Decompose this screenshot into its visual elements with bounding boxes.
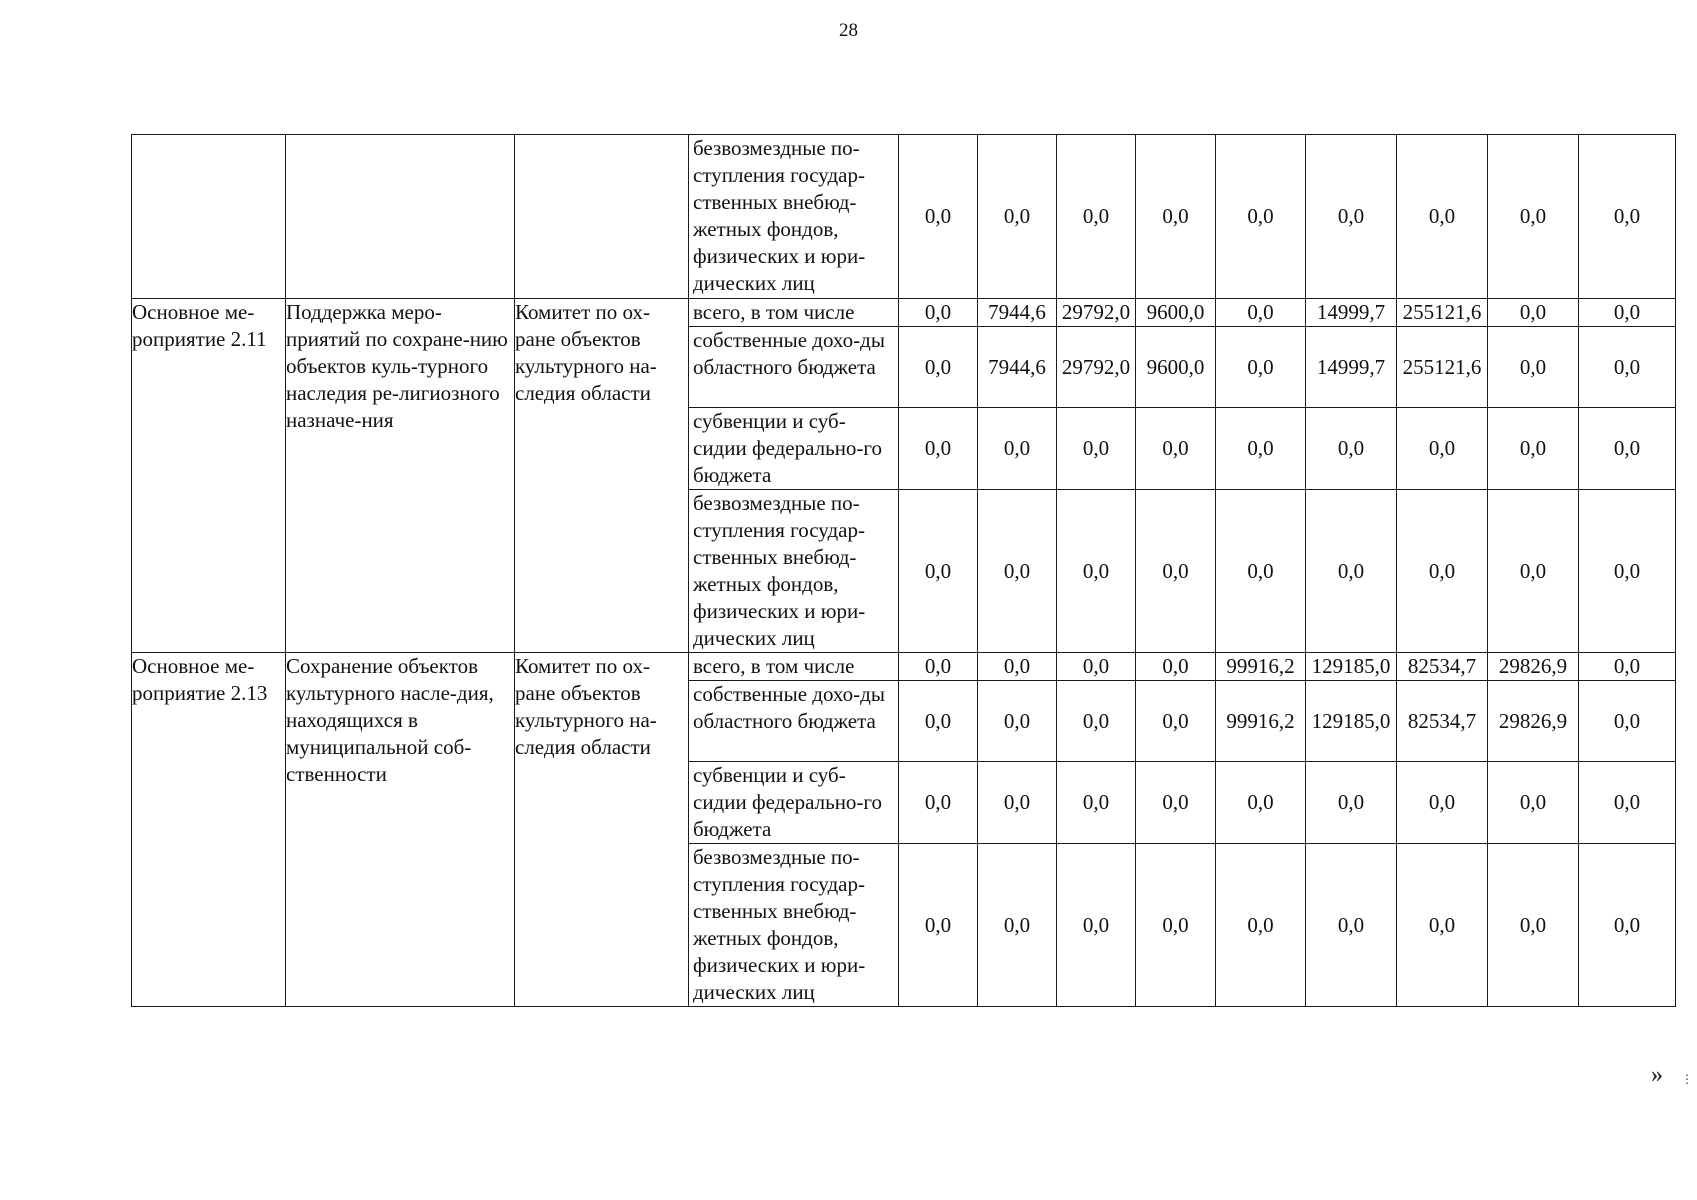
amount-cell: 0,0 bbox=[1306, 135, 1397, 299]
amount-cell: 0,0 bbox=[899, 408, 978, 490]
amount-cell: 0,0 bbox=[1579, 299, 1676, 327]
amount-cell: 0,0 bbox=[1397, 135, 1488, 299]
funding-source-cell: субвенции и суб-сидии федерально-го бюджета bbox=[689, 762, 899, 844]
funding-source-cell: собственные дохо-ды областного бюджета bbox=[689, 681, 899, 762]
executor-cell: Комитет по ох-ране объектов культурного на-следия области bbox=[515, 653, 689, 1007]
amount-cell: 0,0 bbox=[1057, 135, 1136, 299]
amount-cell: 0,0 bbox=[899, 844, 978, 1007]
amount-cell: 0,0 bbox=[978, 844, 1057, 1007]
amount-cell: 0,0 bbox=[1057, 490, 1136, 653]
amount-cell: 0,0 bbox=[1488, 408, 1579, 490]
amount-cell: 0,0 bbox=[1579, 327, 1676, 408]
amount-cell: 0,0 bbox=[1057, 681, 1136, 762]
executor-cell: Комитет по ох-ране объектов культурного на-следия области bbox=[515, 299, 689, 653]
funding-source-cell: субвенции и суб-сидии федерально-го бюджета bbox=[689, 408, 899, 490]
amount-cell: 0,0 bbox=[978, 135, 1057, 299]
amount-cell: 7944,6 bbox=[978, 299, 1057, 327]
amount-cell: 0,0 bbox=[1057, 653, 1136, 681]
amount-cell: 0,0 bbox=[1136, 681, 1216, 762]
amount-cell: 0,0 bbox=[1136, 408, 1216, 490]
amount-cell: 255121,6 bbox=[1397, 299, 1488, 327]
amount-cell: 0,0 bbox=[1216, 844, 1306, 1007]
amount-cell: 29826,9 bbox=[1488, 653, 1579, 681]
amount-cell: 0,0 bbox=[978, 762, 1057, 844]
amount-cell: 99916,2 bbox=[1216, 681, 1306, 762]
amount-cell: 0,0 bbox=[899, 653, 978, 681]
amount-cell: 0,0 bbox=[1057, 408, 1136, 490]
amount-cell: 0,0 bbox=[1216, 327, 1306, 408]
funding-source-cell: всего, в том числе bbox=[689, 299, 899, 327]
amount-cell: 14999,7 bbox=[1306, 299, 1397, 327]
event-cell: Основное ме-роприятие 2.13 bbox=[132, 653, 286, 1007]
event-name-cell: Поддержка меро-приятий по сохране-нию объектов куль-турного наследия ре-лигиозного назначе-ния bbox=[286, 299, 515, 653]
funding-source-cell: безвозмездные по-ступления государ-ственных внебюд-жетных фондов, физических и юри-дических лиц bbox=[689, 844, 899, 1007]
executor-cell bbox=[515, 135, 689, 299]
event-cell: Основное ме-роприятие 2.11 bbox=[132, 299, 286, 653]
amount-cell: 0,0 bbox=[1136, 490, 1216, 653]
amount-cell: 0,0 bbox=[899, 299, 978, 327]
funding-source-cell: безвозмездные по-ступления государ-ственных внебюд-жетных фондов, физических и юри-дических лиц bbox=[689, 490, 899, 653]
amount-cell: 0,0 bbox=[1216, 762, 1306, 844]
table-row bbox=[132, 299, 1676, 327]
amount-cell: 0,0 bbox=[1057, 762, 1136, 844]
amount-cell: 0,0 bbox=[1136, 653, 1216, 681]
funding-source-cell: собственные дохо-ды областного бюджета bbox=[689, 327, 899, 408]
amount-cell: 0,0 bbox=[899, 681, 978, 762]
amount-cell: 29792,0 bbox=[1057, 327, 1136, 408]
amount-cell: 99916,2 bbox=[1216, 653, 1306, 681]
amount-cell: 0,0 bbox=[1488, 762, 1579, 844]
amount-cell: 0,0 bbox=[1579, 653, 1676, 681]
amount-cell: 0,0 bbox=[1216, 135, 1306, 299]
amount-cell: 0,0 bbox=[1057, 844, 1136, 1007]
amount-cell: 0,0 bbox=[1397, 844, 1488, 1007]
amount-cell: 82534,7 bbox=[1397, 653, 1488, 681]
amount-cell: 0,0 bbox=[1397, 408, 1488, 490]
amount-cell: 7944,6 bbox=[978, 327, 1057, 408]
amount-cell: 29826,9 bbox=[1488, 681, 1579, 762]
amount-cell: 0,0 bbox=[899, 135, 978, 299]
event-name-cell bbox=[286, 135, 515, 299]
amount-cell: 9600,0 bbox=[1136, 299, 1216, 327]
amount-cell: 0,0 bbox=[1579, 844, 1676, 1007]
budget-table bbox=[131, 134, 1676, 1007]
amount-cell: 0,0 bbox=[978, 653, 1057, 681]
amount-cell: 0,0 bbox=[1306, 490, 1397, 653]
amount-cell: 0,0 bbox=[1579, 135, 1676, 299]
amount-cell: 0,0 bbox=[899, 762, 978, 844]
edge-marks: ⋮ bbox=[1681, 1072, 1693, 1086]
amount-cell: 0,0 bbox=[899, 490, 978, 653]
amount-cell: 129185,0 bbox=[1306, 681, 1397, 762]
amount-cell: 0,0 bbox=[1306, 844, 1397, 1007]
event-name-cell: Сохранение объектов культурного насле-дия, находящихся в муниципальной соб-ственности bbox=[286, 653, 515, 1007]
amount-cell: 14999,7 bbox=[1306, 327, 1397, 408]
amount-cell: 0,0 bbox=[1488, 327, 1579, 408]
amount-cell: 129185,0 bbox=[1306, 653, 1397, 681]
amount-cell: 0,0 bbox=[1488, 490, 1579, 653]
amount-cell: 0,0 bbox=[1579, 681, 1676, 762]
amount-cell: 0,0 bbox=[1136, 762, 1216, 844]
amount-cell: 0,0 bbox=[1579, 762, 1676, 844]
amount-cell: 0,0 bbox=[1397, 762, 1488, 844]
amount-cell: 0,0 bbox=[1306, 762, 1397, 844]
amount-cell: 0,0 bbox=[1488, 135, 1579, 299]
amount-cell: 0,0 bbox=[899, 327, 978, 408]
amount-cell: 0,0 bbox=[1488, 844, 1579, 1007]
table-row bbox=[132, 653, 1676, 681]
amount-cell: 0,0 bbox=[1216, 408, 1306, 490]
amount-cell: 255121,6 bbox=[1397, 327, 1488, 408]
amount-cell: 29792,0 bbox=[1057, 299, 1136, 327]
amount-cell: 0,0 bbox=[1579, 490, 1676, 653]
amount-cell: 0,0 bbox=[1579, 408, 1676, 490]
amount-cell: 0,0 bbox=[1397, 490, 1488, 653]
closing-quote: » bbox=[1651, 1062, 1663, 1088]
table-row bbox=[132, 135, 1676, 299]
amount-cell: 9600,0 bbox=[1136, 327, 1216, 408]
page-number: 28 bbox=[839, 20, 858, 41]
funding-source-cell: безвозмездные по-ступления государ-ственных внебюд-жетных фондов, физических и юри-дических лиц bbox=[689, 135, 899, 299]
funding-source-cell: всего, в том числе bbox=[689, 653, 899, 681]
amount-cell: 0,0 bbox=[978, 408, 1057, 490]
amount-cell: 0,0 bbox=[978, 490, 1057, 653]
table-body bbox=[132, 135, 1676, 1007]
amount-cell: 0,0 bbox=[1216, 299, 1306, 327]
event-cell bbox=[132, 135, 286, 299]
amount-cell: 82534,7 bbox=[1397, 681, 1488, 762]
amount-cell: 0,0 bbox=[1488, 299, 1579, 327]
amount-cell: 0,0 bbox=[1306, 408, 1397, 490]
amount-cell: 0,0 bbox=[978, 681, 1057, 762]
amount-cell: 0,0 bbox=[1136, 844, 1216, 1007]
amount-cell: 0,0 bbox=[1136, 135, 1216, 299]
amount-cell: 0,0 bbox=[1216, 490, 1306, 653]
